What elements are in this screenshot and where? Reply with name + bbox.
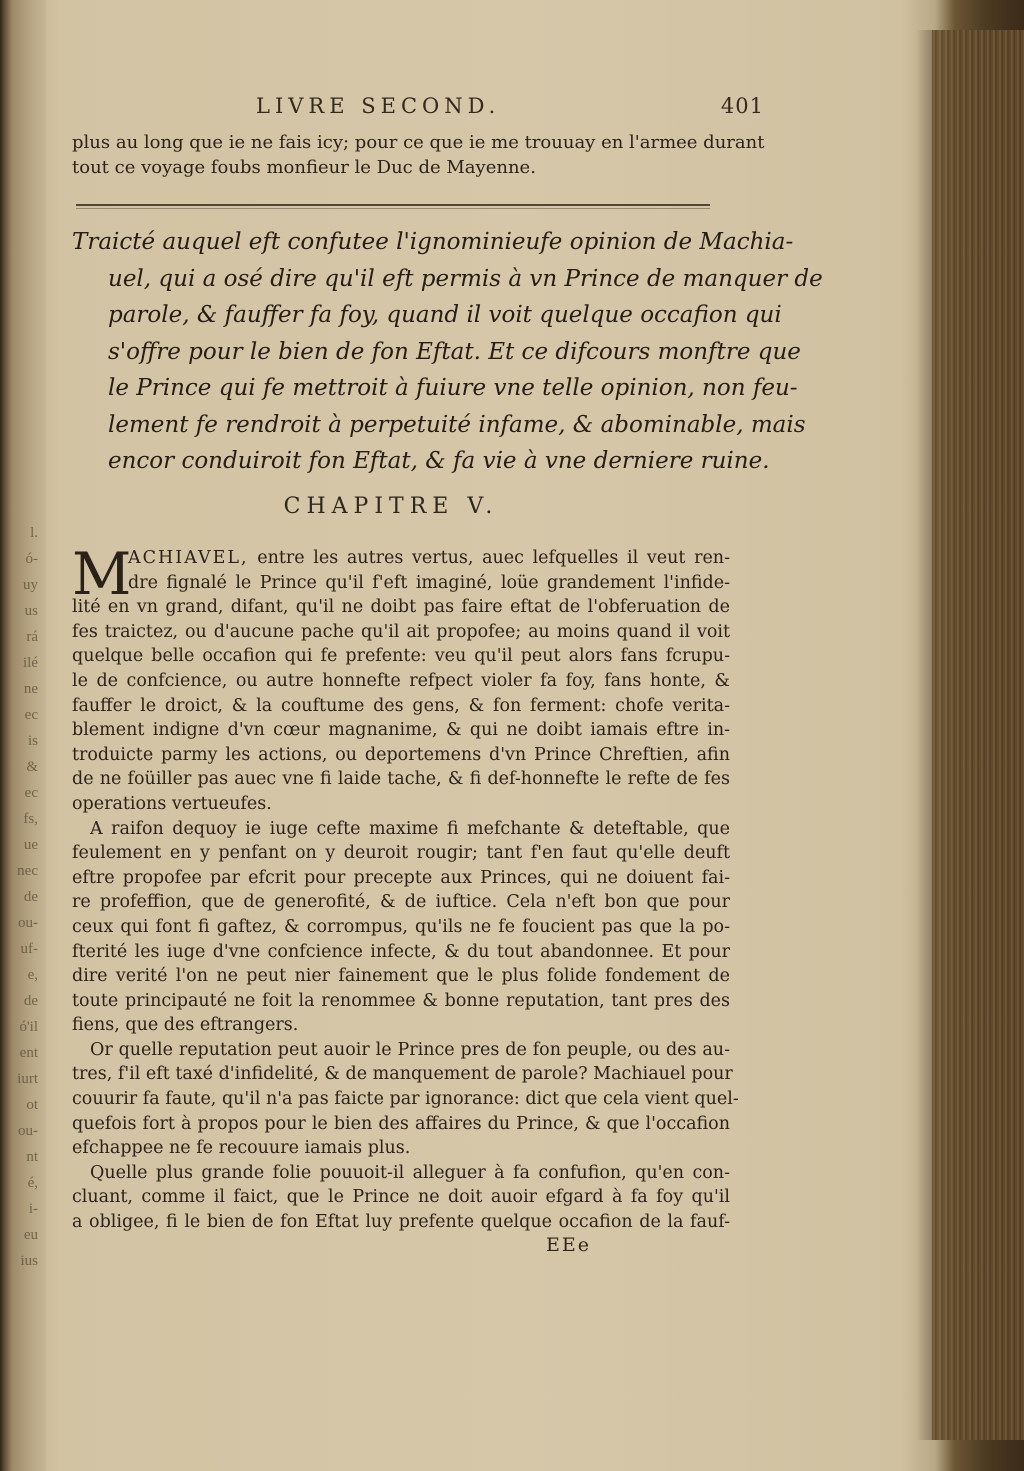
facing-page-fragment: us <box>24 603 38 619</box>
facing-page-fragment: ue <box>23 837 38 853</box>
heading-line: s'offre pour le bien de fon Eftat. Et ce difcours monftre que <box>108 338 801 365</box>
running-head <box>246 88 766 124</box>
text-line: eftre propofee par efcrit pour precepte aux Princes, qui ne doiuent fai- <box>72 867 730 888</box>
text-line: le de confcience, ou autre honnefte refpect violer fa foy, fans honte, & <box>72 670 730 691</box>
facing-page-fragment: nt <box>26 1149 38 1165</box>
text-line: A raifon dequoy ie iuge cefte maxime fi mefchante & deteftable, que <box>90 818 730 839</box>
heading-line: parole, & fauffer fa foy, quand il voit quelque occafion qui <box>108 302 782 328</box>
facing-page-fragment: i- <box>28 1201 38 1217</box>
facing-page-fragment: rá <box>26 629 38 645</box>
heading-line: lement fe rendroit à perpetuité infame, & abominable, mais <box>108 411 806 438</box>
text-line: fes traictez, ou d'aucune pache qu'il ait propofee; au moins quand il voit <box>72 621 730 642</box>
text-line: quefois fort à propos pour le bien des affaires du Prince, & que l'occafion <box>72 1113 730 1134</box>
drop-cap: M <box>72 540 132 608</box>
text-line: Quelle plus grande folie pouuoit-il alleguer à fa confufion, qu'en con- <box>90 1162 730 1183</box>
facing-page-fragment: e, <box>27 967 38 983</box>
text-line <box>72 546 730 571</box>
text-line: fterité les iuge d'vne confcience infecte, & du tout abandonnee. Et pour <box>72 941 730 962</box>
text-line: feulement en y penfant on y deuroit rougir; tant f'en faut qu'elle deuft <box>72 843 730 864</box>
text-line: dire verité l'on ne peut nier fainement que le plus folide fondement de <box>72 966 730 987</box>
facing-page-edge <box>0 0 46 1471</box>
facing-page-fragment: ent <box>19 1045 38 1061</box>
text-line: re profeffion, que de generofité, & de iuftice. Cela n'eft bon que pour <box>72 892 730 913</box>
facing-page-fragment: de <box>23 889 38 905</box>
text-line: plus au long que ie ne fais icy; pour ce que ie me trouuay en l'armee durant <box>72 132 765 153</box>
facing-page-fragment: & <box>26 759 38 775</box>
text-line: couurir fa faute, qu'il n'a pas faicte par ignorance: dict que cela vient quel- <box>72 1089 739 1110</box>
running-head-title: LIVRE SECOND. <box>256 94 501 118</box>
facing-page-fragment: ot <box>26 1097 38 1113</box>
page-stack-edge <box>932 30 1024 1440</box>
text-line-rest: entre les autres vertus, auec lefquelles il veut ren- <box>248 548 730 568</box>
text-line: blement indigne d'vn cœur magnanime, & qui ne doibt iamais eftre in- <box>72 720 730 741</box>
text-line: de ne foüiller pas auec vne fi laide tache, & fi def-honnefte le refte de fes <box>72 769 730 790</box>
body-text <box>72 540 739 1235</box>
paragraph <box>72 1161 730 1235</box>
text-line: a obligee, fi le bien de fon Eftat luy prefente quelque occafion de la fauf- <box>72 1212 730 1233</box>
heading-line: le Prince qui fe mettroit à fuiure vne telle opinion, non feu- <box>108 375 798 401</box>
text-line: dre fignalé le Prince qu'il f'eft imaginé, loüe grandement l'infide- <box>128 572 730 593</box>
facing-page-fragment: ou- <box>18 1123 38 1139</box>
facing-page-fragment: ec <box>24 707 38 723</box>
facing-page-fragment: de <box>23 993 38 1009</box>
section-rule <box>76 204 710 206</box>
facing-page-fragment: iurt <box>17 1071 38 1087</box>
page-number: 401 <box>720 94 764 118</box>
facing-page-fragment: uf- <box>20 941 38 957</box>
text-line: fiens, que des eftrangers. <box>72 1015 299 1036</box>
text-line: fauffer le droict, & la couftume des gens, & fon ferment: chofe verita- <box>72 695 730 716</box>
heading-line: encor conduiroit fon Eftat, & fa vie à vne derniere ruine. <box>108 448 770 474</box>
catchword-signature: EEe <box>546 1234 591 1256</box>
facing-page-fragment: é, <box>27 1175 38 1191</box>
facing-page-fragment: ec <box>24 785 38 801</box>
page <box>46 0 936 1471</box>
facing-page-text-fragments <box>0 520 44 1274</box>
text-line: operations vertueufes. <box>72 793 272 814</box>
paragraph <box>72 817 730 1038</box>
text-line: lité en vn grand, difant, qu'il ne doibt pas faire eftat de l'obferuation de <box>72 597 730 618</box>
facing-page-fragment: ius <box>20 1253 38 1269</box>
text-line: toute principauté ne foit la renommee & bonne reputation, tant pres des <box>72 990 730 1011</box>
section-rule-thin <box>76 208 710 209</box>
text-line: tres, f'il eft taxé d'infidelité, & de manquement de parole? Machiauel pour <box>72 1064 733 1085</box>
facing-page-fragment: uy <box>23 577 38 593</box>
heading-line: uel, qui a osé dire qu'il eft permis à vn Prince de manquer de <box>108 265 823 292</box>
facing-page-fragment: l. <box>30 525 38 541</box>
paragraph <box>72 1038 739 1161</box>
facing-page-fragment: is <box>27 733 38 749</box>
chapter-title: CHAPITRE V. <box>283 494 499 519</box>
facing-page-fragment: eu <box>23 1227 38 1243</box>
text-line: efchappee ne fe recouure iamais plus. <box>72 1138 411 1159</box>
text-line: troduicte parmy les actions, ou deportemens d'vn Prince Chreftien, afin <box>72 744 730 765</box>
heading-line: Traicté auquel eft confutee l'ignominieufe opinion de Machia- <box>72 229 794 255</box>
smallcaps-name: ACHIAVEL, <box>128 548 249 568</box>
facing-page-fragment: nec <box>17 863 38 879</box>
facing-page-fragment: ne <box>23 681 38 697</box>
text-line: quelque belle occafion qui fe prefente: veu qu'il peut alors fans fcrupu- <box>72 646 730 667</box>
facing-page-fragment: ilé <box>23 655 38 671</box>
facing-page-fragment: ó- <box>25 551 38 567</box>
paragraph <box>72 540 730 817</box>
text-line: ceux qui font fi gaftez, & corrompus, qu'ils ne fe foucient pas que la po- <box>72 916 730 937</box>
facing-page-fragment: fs, <box>23 811 38 827</box>
text-line: Or quelle reputation peut auoir le Prince pres de fon peuple, ou des au- <box>90 1039 730 1060</box>
text-line: tout ce voyage foubs monfieur le Duc de Mayenne. <box>72 157 536 178</box>
chapter-heading <box>72 224 823 480</box>
facing-page-fragment: ou- <box>18 915 38 931</box>
facing-page-fragment: ó'il <box>19 1019 38 1035</box>
text-line: cluant, comme il faict, que le Prince ne doit auoir efgard à fa foy qu'il <box>72 1187 730 1208</box>
continuation-text <box>72 130 765 180</box>
